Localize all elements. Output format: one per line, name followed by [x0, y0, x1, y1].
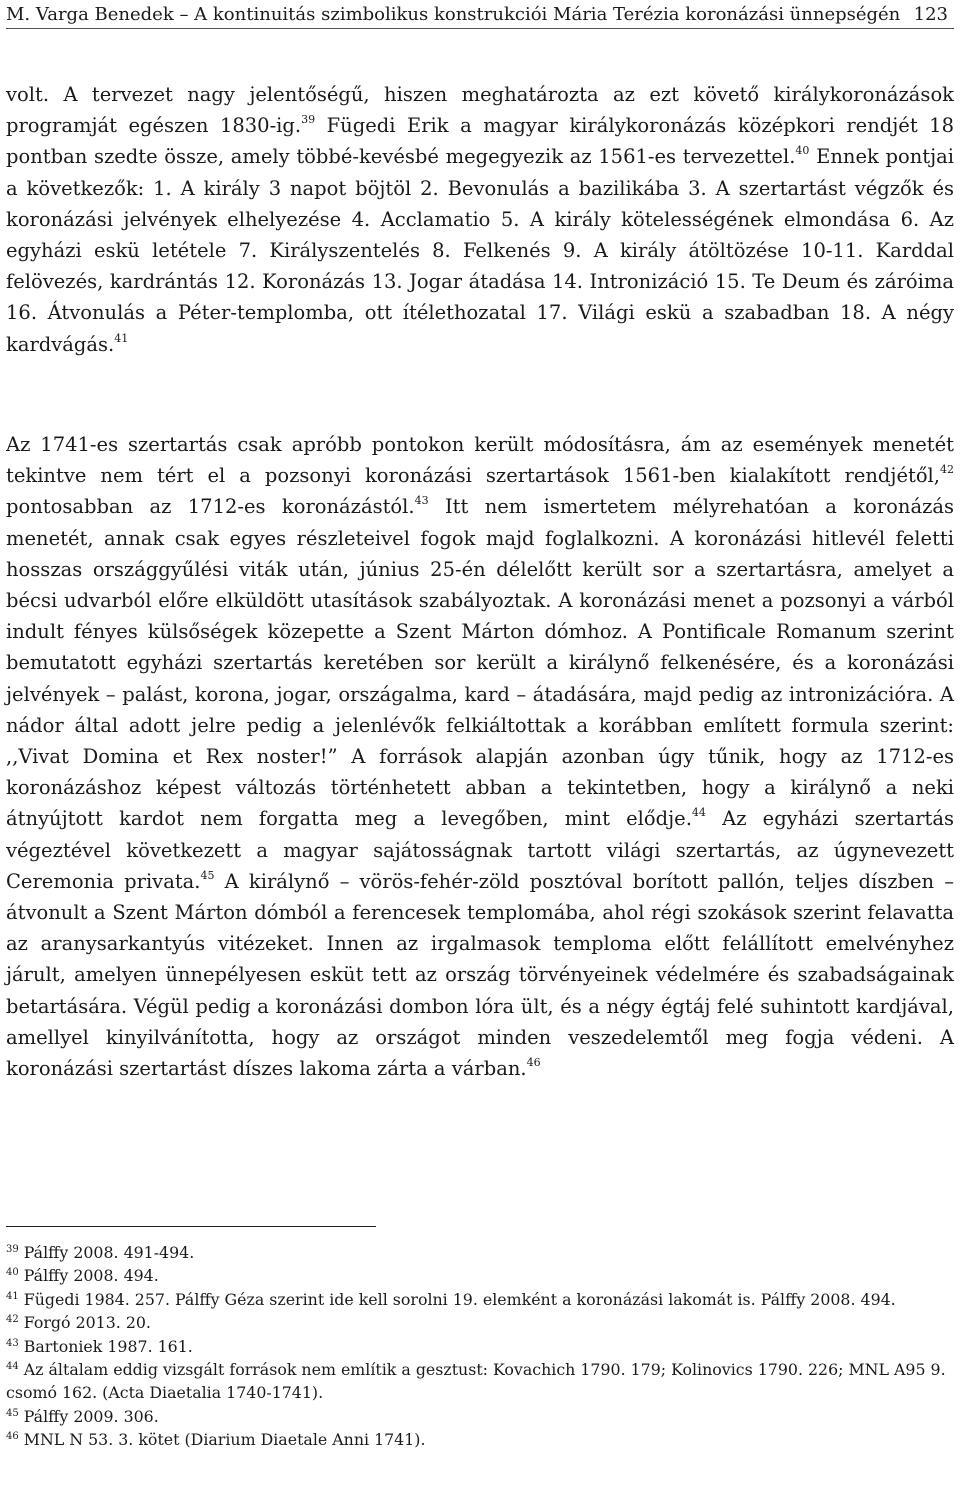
footnote [6, 1358, 954, 1405]
footnote [6, 1428, 954, 1451]
footnote-separator [6, 1226, 376, 1227]
text-run: Fügedi Erik a magyar királykoronázás középkori rendjét 18 pontban szedte össze, amely többé-kevésbé megegyezik az 1561-es tervezettel. [6, 114, 954, 169]
footnote-reference: 45 [200, 868, 215, 882]
text-run: pontosabban az 1712-es koronázástól. [6, 495, 415, 519]
footnote-number: 39 [6, 1244, 19, 1255]
footnote [6, 1335, 954, 1358]
footnote-text: Pálffy 2008. 494. [23, 1266, 159, 1286]
text-run: volt. A tervezet nagy jelentőségű, hiszen meghatározta az ezt követő királykoronázások programját egészen 1830-ig. [6, 83, 954, 138]
footnote-number: 41 [6, 1290, 19, 1302]
footnote-text: Forgó 2013. 20. [23, 1313, 151, 1333]
footnote-number: 46 [6, 1431, 19, 1443]
text-run: Az 1741-es szertartás csak apróbb pontokon került módosításra, ám az események menetét tekintve nem tért el a pozsonyi koronázási szertartások 1561-ben kialakított rendjétől, [6, 433, 954, 488]
running-header-title: M. Varga Benedek – A kontinuitás szimbolikus konstrukciói Mária Terézia koronázási ünnepségén [6, 4, 901, 25]
footnote-text: Fügedi 1984. 257. Pálffy Géza szerint ide kell sorolni 19. elemként a koronázási lakomát is. Pálffy 2008. 494. [23, 1289, 896, 1309]
footnote-reference: 41 [114, 331, 129, 345]
text-run: A királynő – vörös-fehér-zöld posztóval borított pallón, teljes díszben – átvonult a Szent Márton dómból a ferencesek templomába, ahol régi szokások szerint felavatta az aranysarkantyús vitézeket. Innen az irgalmasok temploma előtt felállított emelvényhez járult, amelyen ünnepélyesen esküt tett az ország törvényeinek védelmére és szabadságainak betartására. Végül pedig a koronázási dombon lóra ült, és a négy égtáj felé suhintott kardjával, amellyel kinyilvánította, hogy az országot minden veszedelemtől meg fogja védeni. A koronázási szertartást díszes lakoma zárta a várban. [6, 869, 955, 1081]
footnote-number: 45 [6, 1407, 19, 1419]
footnote-number: 44 [6, 1361, 19, 1373]
footnote-reference: 40 [795, 144, 810, 158]
body-paragraph [6, 79, 954, 360]
footnote-reference: 46 [526, 1056, 541, 1070]
footnote-text: Pálffy 2009. 306. [23, 1406, 159, 1426]
footnote-text: Az általam eddig vizsgált források nem említik a gesztust: Kovachich 1790. 179; Kolinovics 1790. 226; MNL A95 9. csomó 162. (Acta Diaetalia 1740-1741). [6, 1360, 946, 1403]
page-number: 123 [913, 4, 948, 25]
text-run: Itt nem ismertetem mélyrehatóan a koronázás menetét, annak csak egyes részleteivel fogok majd foglalkozni. A koronázási hitlevél feletti hosszas országgyűlési viták után, június 25-én délelőtt került sor a szertartásra, amelyet a bécsi udvarból előre elküldött utasítások szabályoztak. A koronázási menet a pozsonyi a várból indult fényes külsőségek közepette a Szent Márton dómhoz. A Pontificale Romanum szerint bemutatott egyházi szertartás keretében sor került a királynő felkenésére, és a koronázási jelvények – palást, korona, jogar, országalma, kard – átadására, majd pedig az intronizációra. A nádor által adott jelre pedig a jelenlévők felkiáltottak a korábban említett formula szerint: ,,Vivat Domina et Rex noster!” A források alapján azonban úgy tűnik, hogy az 1712-es koronázáshoz képest változás történhetett abban a tekintetben, hogy a királynő a neki átnyújtott kardot nem forgatta meg a levegőben, mint elődje. [6, 495, 954, 831]
footnote-reference: 44 [691, 806, 706, 820]
body-paragraph [6, 429, 954, 1084]
text-run: Ennek pontjai a következők: 1. A király 3 napot böjtöl 2. Bevonulás a bazilikába 3. A szertartást végzők és koronázási jelvények elhelyezése 4. Acclamatio 5. A király kötelességének elmondása 6. Az egyházi eskü letétele 7. Királyszentelés 8. Felkenés 9. A király átöltözése 10-11. Karddal felövezés, kardrántás 12. Koronázás 13. Jogar átadása 14. Intronizáció 15. Te Deum és záróima 16. Átvonulás a Péter-templomba, ott ítélethozatal 17. Világi eskü a szabadban 18. A négy kardvágás. [6, 145, 954, 356]
footnote-number: 43 [6, 1337, 19, 1349]
footnotes [6, 1241, 954, 1452]
footnote-text: Bartoniek 1987. 161. [23, 1336, 193, 1356]
running-header [6, 2, 954, 29]
footnote-text: MNL N 53. 3. kötet (Diarium Diaetale Anni 1741). [23, 1430, 426, 1450]
footnote-text: Pálffy 2008. 491-494. [23, 1243, 195, 1262]
footnote [6, 1405, 954, 1428]
footnote-reference: 43 [414, 494, 429, 508]
footnote [6, 1241, 954, 1264]
text-run: Az egyházi szertartás végeztével következett a magyar sajátosságnak tartott világi szertartás, az úgynevezett Ceremonia privata. [6, 807, 954, 893]
footnote [6, 1288, 954, 1311]
footnote-number: 42 [6, 1314, 19, 1326]
footnote-reference: 42 [940, 463, 954, 477]
document-page [6, 0, 954, 1504]
footnote [6, 1264, 954, 1287]
footnote [6, 1311, 954, 1334]
footnote-number: 40 [6, 1267, 19, 1279]
footnote-reference: 39 [301, 113, 316, 127]
